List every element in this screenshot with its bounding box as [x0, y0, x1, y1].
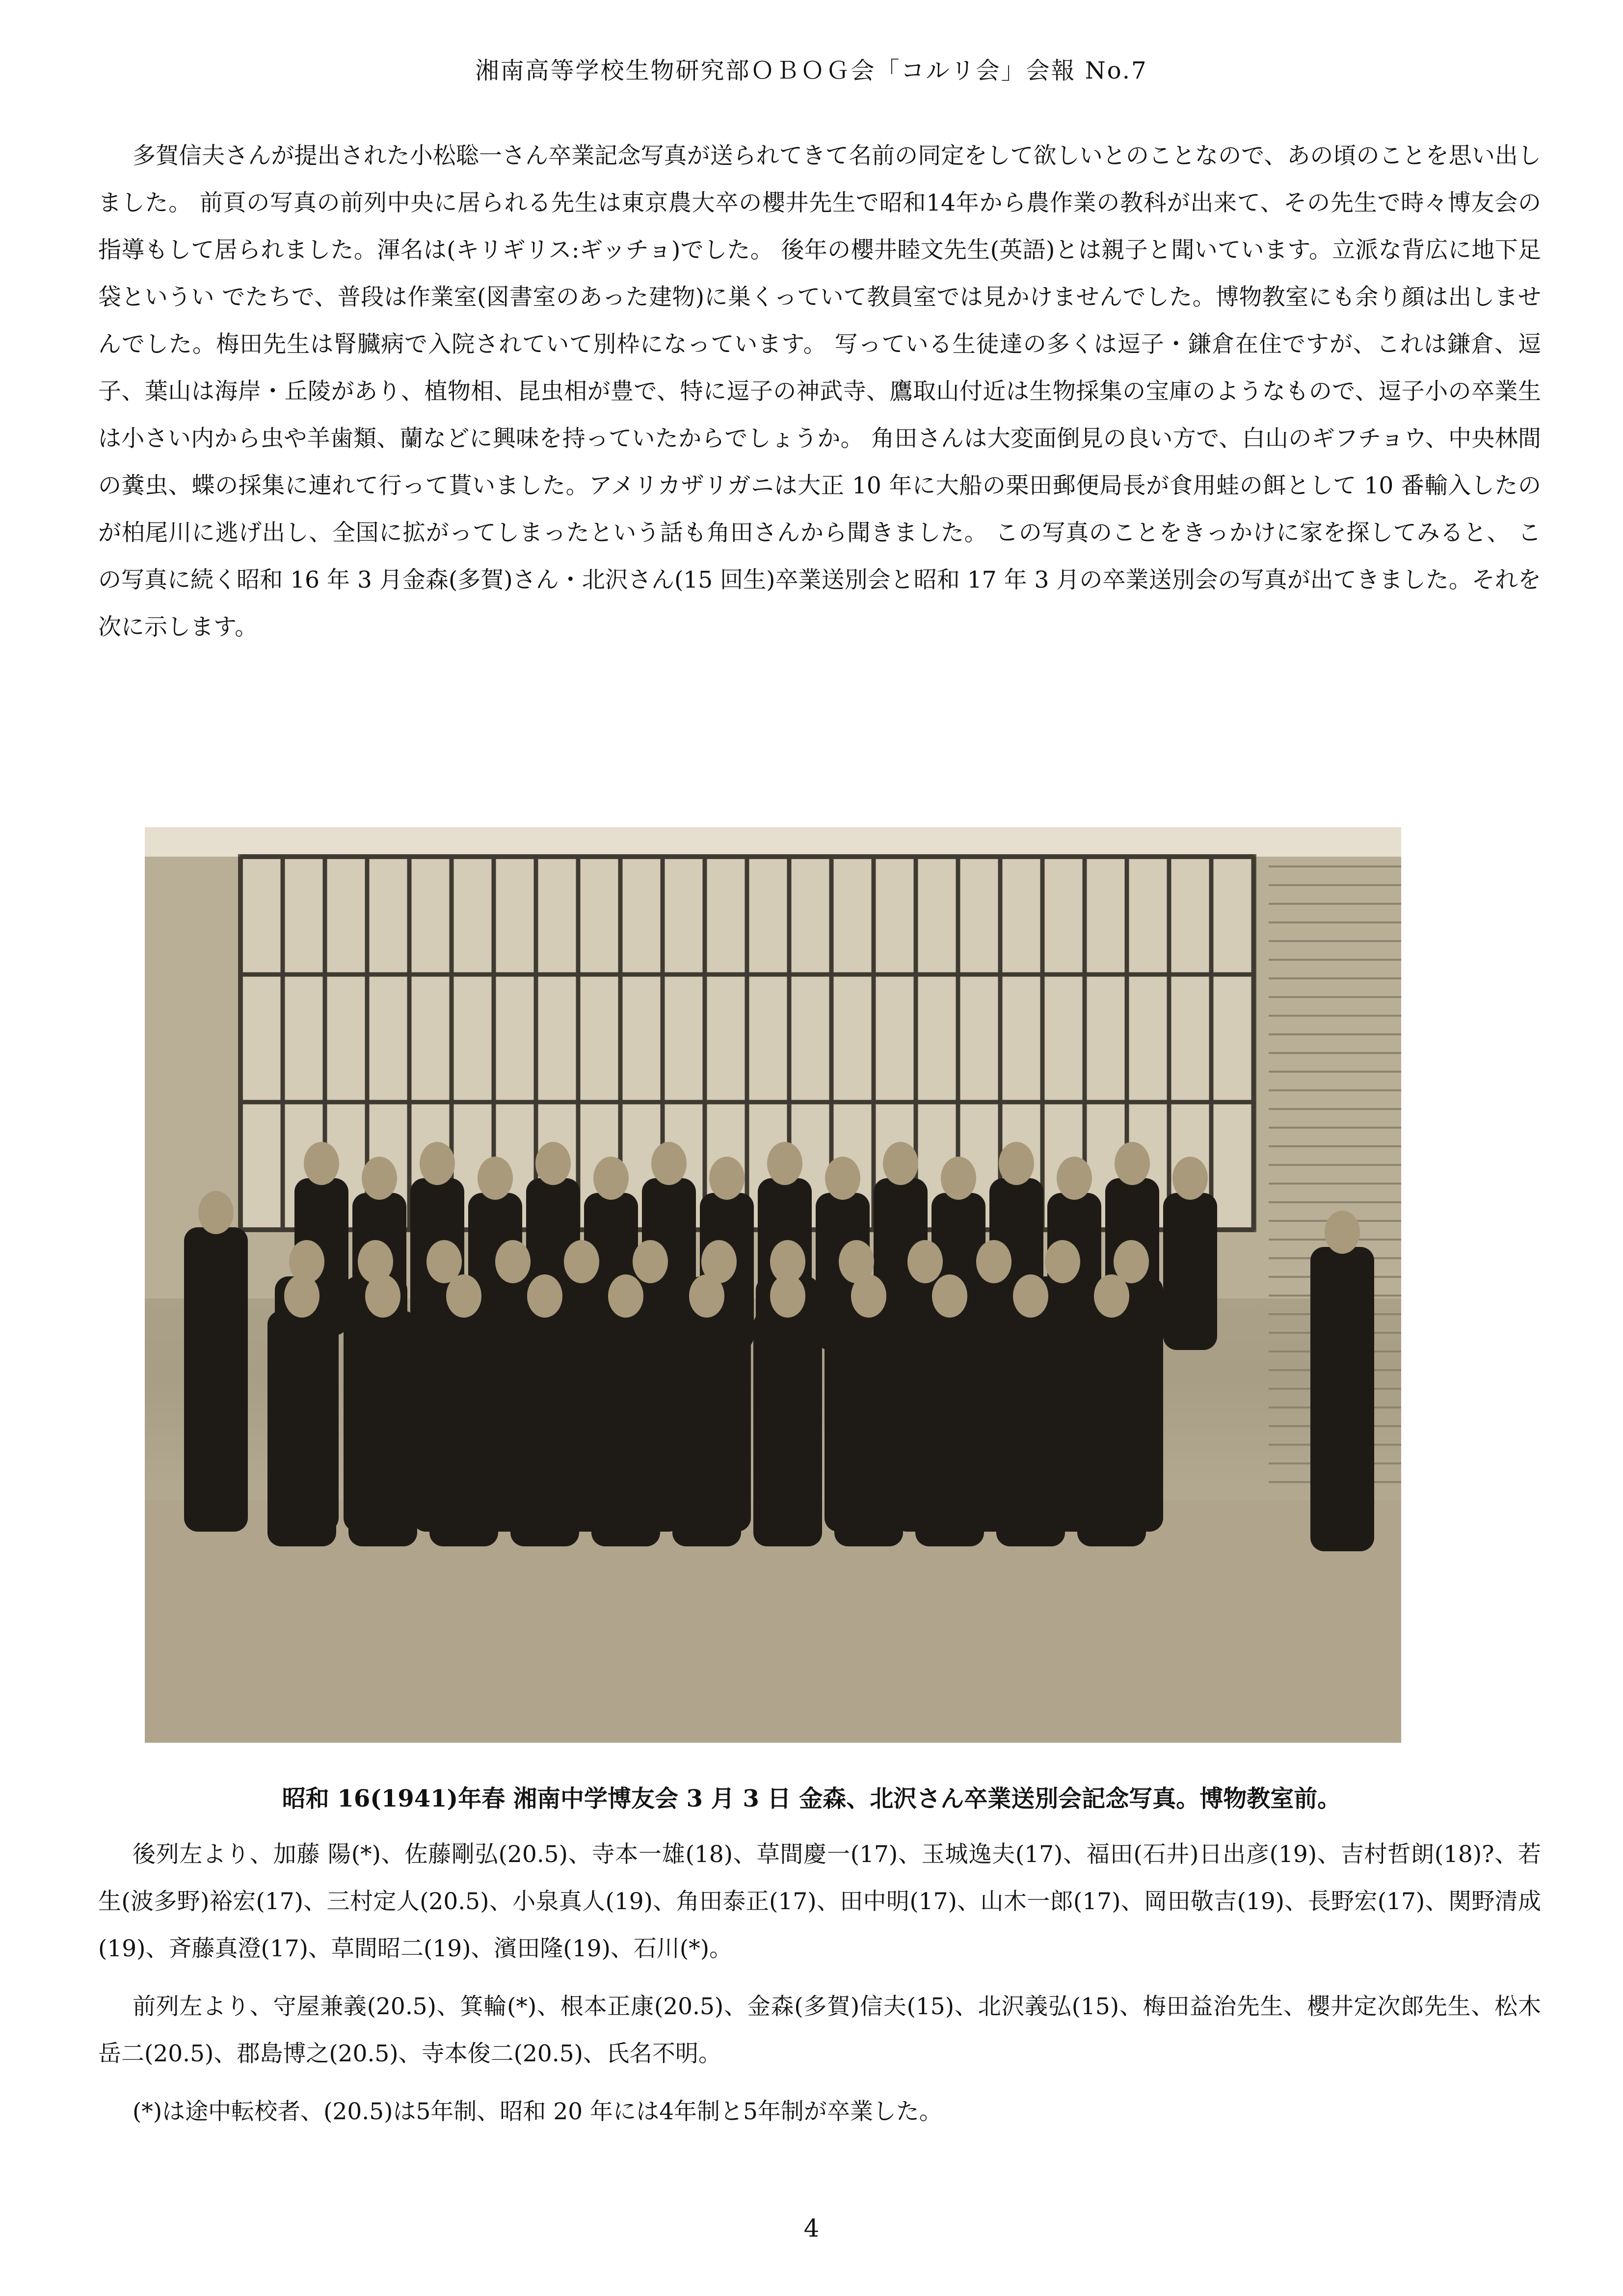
- article-body: [98, 133, 1541, 651]
- group-photo-illustration: [145, 827, 1401, 1743]
- back-row-names: 後列左より、加藤 陽(*)、佐藤剛弘(20.5)、寺本一雄(18)、草間慶一(17)、玉城逸夫(17)、福田(石井)日出彦(19)、吉村哲朗(18)?、若生(波多野)裕宏(17)、三村定人(20.5)、小泉真人(19)、角田泰正(17)、田中明(17)、山木一郎(17)、岡田敬吉(19)、長野宏(17)、関野清成(19)、斉藤真澄(17)、草間昭二(19)、濱田隆(19)、石川(*)。: [98, 1841, 1541, 1962]
- page-number: 4: [803, 2214, 820, 2242]
- students-group: [184, 1142, 1374, 1551]
- article-paragraph: 多賀信夫さんが提出された小松聡一さん卒業記念写真が送られてきて名前の同定をして欲しいとのことなので、あの頃のことを思い出しました。 前頁の写真の前列中央に居られる先生は東京農大卒の櫻井先生で昭和14年から農作業の教科が出来て、その先生で時々博友会の指導もして居られました。渾名は(キリギリス:ギッチョ)でした。 後年の櫻井睦文先生(英語)とは親子と聞いています。立派な背広に地下足袋というい でたちで、普段は作業室(図書室のあった建物)に巣くっていて教員室では見かけませんでした。博物教室にも余り顔は出しませんでした。梅田先生は腎臓病で入院されていて別枠になっています。 写っている生徒達の多くは逗子・鎌倉在住ですが、これは鎌倉、逗子、葉山は海岸・丘陵があり、植物相、昆虫相が豊で、特に逗子の神武寺、鷹取山付近は生物採集の宝庫のようなもので、逗子小の卒業生は小さい内から虫や羊歯類、蘭などに興味を持っていたからでしょうか。 角田さんは大変面倒見の良い方で、白山のギフチョウ、中央林間の糞虫、蝶の採集に連れて行って貰いました。アメリカザリガニは大正 10 年に大船の栗田郵便局長が食用蛙の餌として 10 番輸入したのが柏尾川に逃げ出し、全国に拡がってしまったという話も角田さんから聞きました。 この写真のことをきっかけに家を探してみると、 この写真に続く昭和 16 年 3 月金森(多賀)さん・北沢さん(15 回生)卒業送別会と昭和 17 年 3 月の卒業送別会の写真が出てきました。それを次に示します。: [98, 142, 1541, 641]
- names-note: (*)は途中転校者、(20.5)は5年制、昭和 20 年には4年制と5年制が卒業した。: [133, 2098, 942, 2125]
- group-photo: [145, 827, 1401, 1743]
- newsletter-header: 湘南高等学校生物研究部ＯＢＯＧ会「コルリ会」会報 No.7: [475, 57, 1148, 84]
- name-list: [98, 1831, 1541, 2146]
- front-row-names: 前列左より、守屋兼義(20.5)、箕輪(*)、根本正康(20.5)、金森(多賀)信夫(15)、北沢義弘(15)、梅田益治先生、櫻井定次郎先生、松木岳二(20.5)、郡島博之(20.5)、寺本俊二(20.5)、氏名不明。: [98, 1993, 1541, 2067]
- photo-caption: 昭和 16(1941)年春 湘南中学博友会 3 月 3 日 金森、北沢さん卒業送別会記念写真。博物教室前。: [282, 1785, 1341, 1812]
